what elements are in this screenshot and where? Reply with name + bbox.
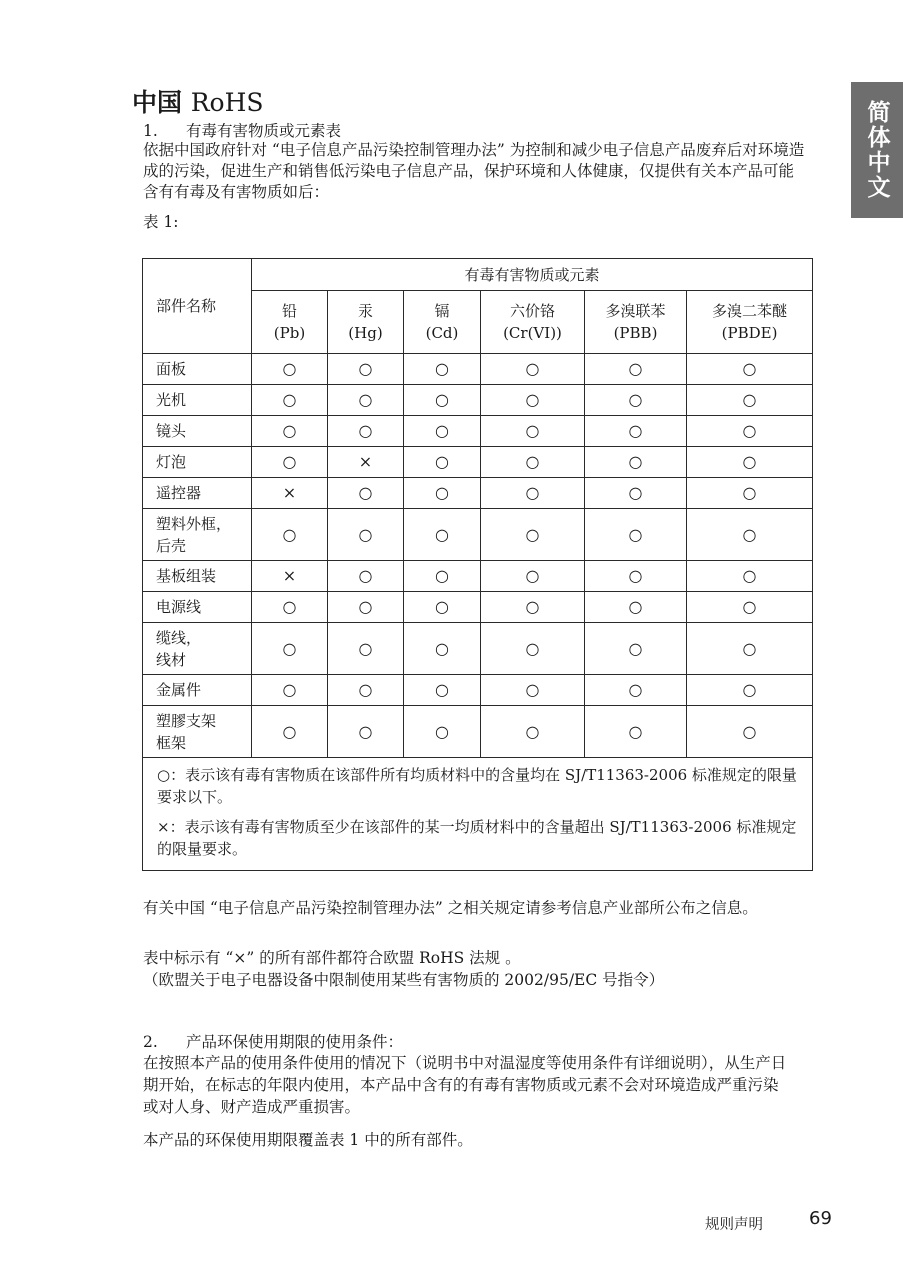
substance-symbol: (Cd) [425, 324, 459, 342]
substance-status: ○ [252, 623, 328, 675]
substance-status: ○ [328, 354, 404, 385]
section-1-number: 1. [143, 122, 158, 140]
substance-status: ○ [687, 675, 813, 706]
substance-status: ○ [328, 416, 404, 447]
substance-status: ○ [252, 592, 328, 623]
substance-status: ○ [687, 509, 813, 561]
substance-symbol: (Hg) [348, 324, 383, 342]
substance-header [328, 291, 404, 354]
substance-header [585, 291, 687, 354]
substance-name: 多溴二苯醚 [712, 302, 788, 320]
substance-status: ○ [585, 706, 687, 758]
substance-header [252, 291, 328, 354]
footer-label: 规则声明 [705, 1217, 763, 1233]
substance-status: ○ [687, 592, 813, 623]
substance-status: ○ [328, 561, 404, 592]
substance-status: ○ [481, 675, 585, 706]
substance-status: ○ [481, 592, 585, 623]
substance-name: 多溴联苯 [605, 302, 666, 320]
substance-status: ○ [481, 354, 585, 385]
note-circle: ○：表示该有毒有害物质在该部件所有均质材料中的含量均在 SJ/T11363-2006 标准规定的限量要求以下。 [157, 766, 797, 806]
substance-status: ○ [328, 706, 404, 758]
substance-name: 汞 [357, 302, 373, 320]
substance-status: ○ [585, 509, 687, 561]
substance-status: ○ [252, 706, 328, 758]
substance-status: ○ [585, 354, 687, 385]
part-name: 金属件 [143, 675, 252, 706]
substance-status: ○ [252, 385, 328, 416]
substance-status: ○ [252, 354, 328, 385]
table-row [143, 675, 813, 706]
part-name: 灯泡 [143, 447, 252, 478]
substance-status: ○ [585, 385, 687, 416]
substance-status: ○ [687, 354, 813, 385]
substance-status: ○ [585, 478, 687, 509]
substance-status: ○ [404, 623, 481, 675]
substance-status: ○ [252, 416, 328, 447]
substance-header [687, 291, 813, 354]
part-name: 遥控器 [143, 478, 252, 509]
eu-rohs-note: 表中标示有 “×” 的所有部件都符合欧盟 RoHS 法规 。 [143, 949, 521, 967]
title-latin: RoHS [190, 88, 264, 117]
substance-status: ○ [252, 509, 328, 561]
table-label: 表 1: [143, 213, 179, 231]
section-1-heading [143, 119, 341, 141]
substance-status: ○ [404, 385, 481, 416]
section-1-intro: 依据中国政府针对 “电子信息产品污染控制管理办法” 为控制和减少电子信息产品废弃后对环境造成的污染，促进生产和销售低污染电子信息产品，保护环境和人体健康，仅提供有关本产品可能含有有毒及有害物质如后： [143, 141, 805, 201]
substance-status: ○ [585, 623, 687, 675]
substance-status: ○ [328, 385, 404, 416]
substance-table [142, 258, 813, 871]
substance-status: ○ [404, 561, 481, 592]
eu-directive-note: （欧盟关于电子电器设备中限制使用某些有害物质的 2002/95/EC 号指令） [143, 971, 665, 989]
substance-group-header: 有毒有害物质或元素 [252, 259, 813, 291]
substance-name: 铅 [281, 302, 297, 320]
substance-status: ○ [252, 447, 328, 478]
substance-status: ○ [481, 447, 585, 478]
section-2-body: 在按照本产品的使用条件使用的情况下（说明书中对温湿度等使用条件有详细说明），从生产日期开始，在标志的年限内使用，本产品中含有的有毒有害物质或元素不会对环境造成严重污染或对人身、财产造成严重损害。 [143, 1054, 787, 1116]
note-cross: ×：表示该有毒有害物质至少在该部件的某一均质材料中的含量超出 SJ/T11363-2006 标准规定的限量要求。 [157, 818, 797, 858]
regulation-note: 有关中国 “电子信息产品污染控制管理办法” 之相关规定请参考信息产业部所公布之信息。 [143, 899, 758, 917]
table-row [143, 561, 813, 592]
table-row [143, 706, 813, 758]
table-row [143, 509, 813, 561]
substance-name: 镉 [434, 302, 450, 320]
substance-status: ○ [481, 706, 585, 758]
part-name: 塑料外框， 后壳 [143, 509, 252, 561]
substance-status: ○ [687, 706, 813, 758]
section-2-coverage: 本产品的环保使用期限覆盖表 1 中的所有部件。 [143, 1131, 473, 1149]
part-name-header: 部件名称 [143, 259, 252, 354]
table-row [143, 478, 813, 509]
part-name: 缆线， 线材 [143, 623, 252, 675]
substance-status: ○ [687, 447, 813, 478]
part-name: 镜头 [143, 416, 252, 447]
substance-status: ○ [328, 675, 404, 706]
substance-status: ○ [687, 623, 813, 675]
substance-status: ○ [404, 354, 481, 385]
substance-status: ○ [404, 592, 481, 623]
substance-status: ○ [481, 509, 585, 561]
substance-status: ○ [481, 623, 585, 675]
substance-status: ○ [481, 416, 585, 447]
substance-status: ○ [481, 385, 585, 416]
substance-status: ○ [328, 592, 404, 623]
substance-status: ○ [404, 706, 481, 758]
substance-status: ○ [687, 478, 813, 509]
section-1-title: 有毒有害物质或元素表 [186, 122, 342, 140]
substance-status: × [252, 561, 328, 592]
substance-status: ○ [404, 416, 481, 447]
substance-status: ○ [585, 416, 687, 447]
substance-status: × [252, 478, 328, 509]
substance-header [404, 291, 481, 354]
substance-status: ○ [252, 675, 328, 706]
table-row [143, 416, 813, 447]
page-number: 69 [809, 1208, 832, 1229]
substance-status: ○ [404, 509, 481, 561]
section-2-heading [143, 1030, 403, 1052]
substance-status: ○ [585, 447, 687, 478]
language-tab: 简体中文 [851, 82, 903, 218]
table-row [143, 385, 813, 416]
substance-status: ○ [687, 416, 813, 447]
substance-name: 六价铬 [509, 302, 555, 320]
substance-symbol: (PBB) [613, 324, 658, 342]
substance-status: ○ [328, 623, 404, 675]
table-row [143, 623, 813, 675]
part-name: 塑膠支架 框架 [143, 706, 252, 758]
part-name: 基板组装 [143, 561, 252, 592]
substance-status: ○ [481, 478, 585, 509]
substance-status: ○ [404, 447, 481, 478]
part-name: 光机 [143, 385, 252, 416]
substance-status: ○ [328, 478, 404, 509]
substance-status: ○ [404, 478, 481, 509]
substance-symbol: (Pb) [273, 324, 306, 342]
section-2-number: 2. [143, 1033, 158, 1051]
substance-status: ○ [404, 675, 481, 706]
table-notes [143, 758, 813, 871]
table-row [143, 447, 813, 478]
substance-status: ○ [687, 385, 813, 416]
part-name: 电源线 [143, 592, 252, 623]
substance-status: × [328, 447, 404, 478]
substance-status: ○ [687, 561, 813, 592]
title-cn: 中国 [132, 88, 183, 117]
part-name: 面板 [143, 354, 252, 385]
substance-status: ○ [328, 509, 404, 561]
substance-status: ○ [585, 592, 687, 623]
section-2-title: 产品环保使用期限的使用条件： [186, 1033, 404, 1051]
substance-status: ○ [585, 675, 687, 706]
substance-header [481, 291, 585, 354]
table-row [143, 354, 813, 385]
substance-status: ○ [585, 561, 687, 592]
page-title [132, 83, 264, 119]
substance-symbol: (PBDE) [721, 324, 778, 342]
table-row [143, 592, 813, 623]
substance-symbol: (Cr(VI)) [503, 324, 562, 342]
substance-status: ○ [481, 561, 585, 592]
